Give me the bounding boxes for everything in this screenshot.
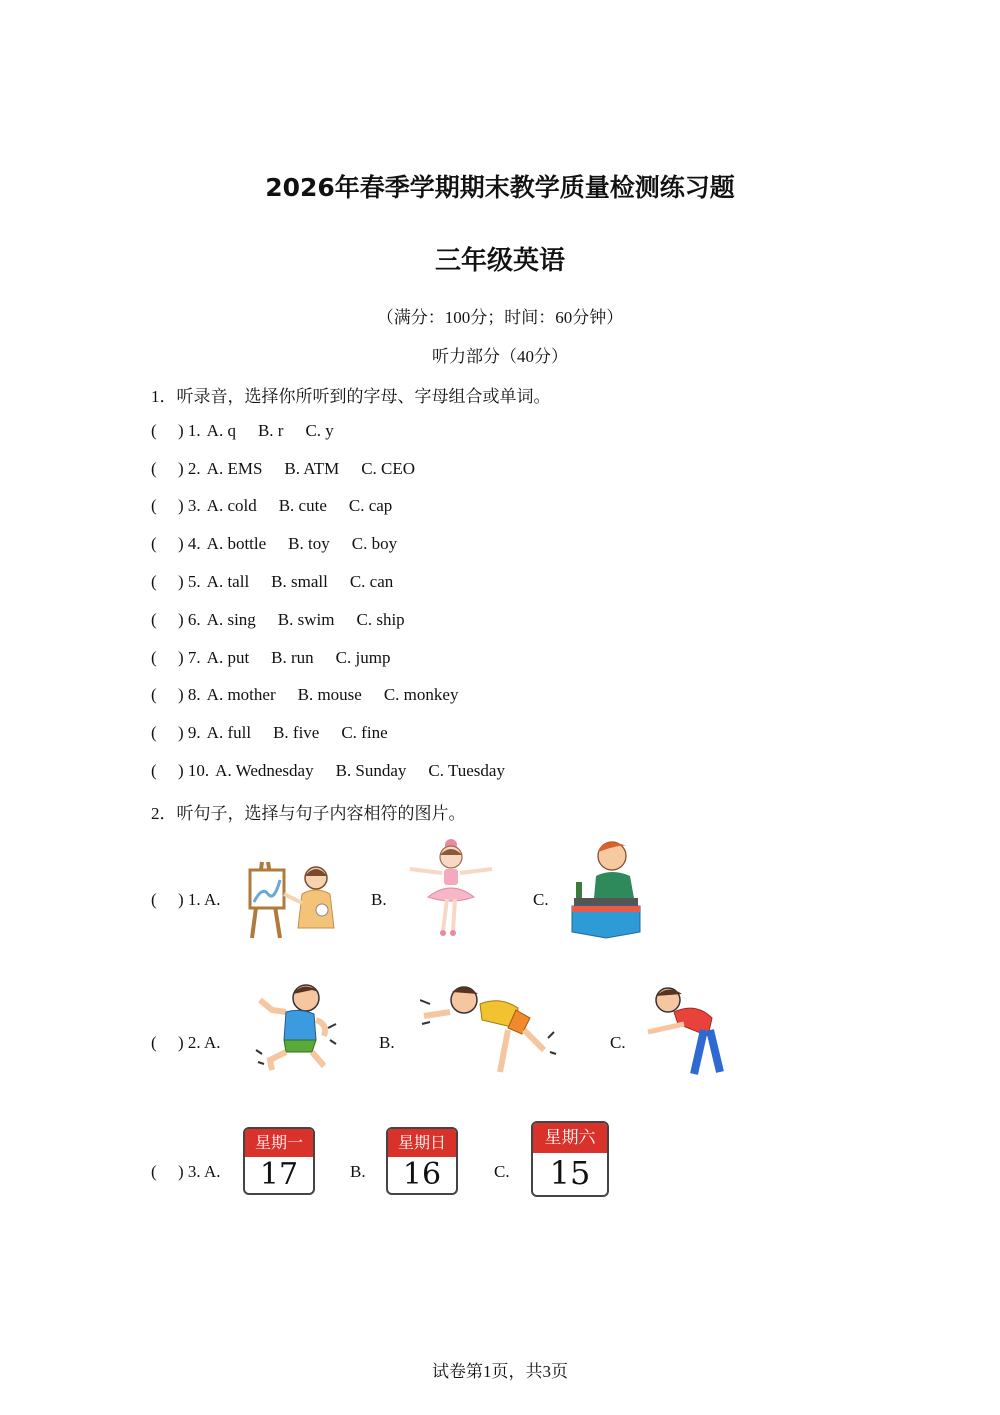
answer-blank[interactable]: ( <box>151 496 157 515</box>
answer-blank[interactable]: ( <box>151 1033 157 1052</box>
option-b-label: B. <box>371 890 387 909</box>
question-row: ( ) 2. A. EMS B. ATM C. CEO <box>151 459 416 478</box>
question-row: ( ) 7. A. put B. run C. jump <box>151 648 391 667</box>
exam-title: 2026年春季学期期末教学质量检测练习题 <box>265 173 735 202</box>
painting-girl-icon[interactable] <box>240 858 340 947</box>
calendar-day: 17 <box>259 1157 299 1192</box>
option-c-label: C. <box>610 1033 626 1052</box>
option-a: A. bottle <box>206 534 267 553</box>
answer-blank[interactable]: ( <box>151 534 157 553</box>
calendar-weekday: 星期日 <box>388 1129 456 1157</box>
picture-question-3: ( ) 3. A. <box>151 1162 221 1181</box>
stretching-boy-icon[interactable] <box>420 978 560 1083</box>
calendar-weekday: 星期六 <box>533 1123 607 1153</box>
option-b-label: B. <box>350 1162 366 1181</box>
option-b: B. Sunday <box>335 761 407 780</box>
answer-blank[interactable]: ( <box>151 685 157 704</box>
page-number: 试卷第1页，共3页 <box>432 1362 568 1381</box>
answer-blank[interactable]: ( <box>151 648 157 667</box>
score-time-info: （满分：100分；时间：60分钟） <box>376 308 624 327</box>
option-c-label: C. <box>494 1162 510 1181</box>
option-a: A. q <box>206 421 236 440</box>
option-b: B. ATM <box>284 459 340 478</box>
calendar-day: 15 <box>549 1154 591 1192</box>
question-row: ( ) 4. A. bottle B. toy C. boy <box>151 534 398 553</box>
question-row: ( ) 9. A. full B. five C. fine <box>151 723 388 742</box>
option-a: A. full <box>206 723 252 742</box>
option-c: C. monkey <box>383 685 459 704</box>
ballet-dancer-icon[interactable] <box>406 835 496 944</box>
option-c: C. boy <box>351 534 398 553</box>
option-c: C. can <box>349 572 394 591</box>
option-b: B. five <box>273 723 320 742</box>
option-c: C. Tuesday <box>428 761 505 780</box>
jumping-boy-icon[interactable] <box>252 980 342 1083</box>
question-row: ( ) 10. A. Wednesday B. Sunday C. Tuesday <box>151 761 505 780</box>
option-c: C. y <box>305 421 334 440</box>
question-row: ( ) 6. A. sing B. swim C. ship <box>151 610 405 629</box>
option-b: B. run <box>271 648 314 667</box>
option-a: A. cold <box>206 496 257 515</box>
listening-part-heading: 听力部分（40分） <box>432 347 568 366</box>
picture-question-2: ( ) 2. A. <box>151 1033 221 1052</box>
calendar-icon[interactable] <box>243 1127 315 1199</box>
option-b: B. toy <box>288 534 330 553</box>
calendar-day: 16 <box>402 1157 442 1192</box>
option-a: A. Wednesday <box>215 761 314 780</box>
section-1-instruction: 1．听录音，选择你所听到的字母、字母组合或单词。 <box>151 387 551 406</box>
bending-boy-icon[interactable] <box>644 984 730 1083</box>
question-row: ( ) 8. A. mother B. mouse C. monkey <box>151 685 459 704</box>
answer-blank[interactable]: ( <box>151 421 157 440</box>
option-c: C. CEO <box>361 459 416 478</box>
option-c: C. fine <box>341 723 388 742</box>
option-b: B. small <box>271 572 328 591</box>
option-a: A. mother <box>206 685 276 704</box>
option-a: A. sing <box>206 610 256 629</box>
answer-blank[interactable]: ( <box>151 1162 157 1181</box>
option-c: C. cap <box>348 496 393 515</box>
option-b-label: B. <box>379 1033 395 1052</box>
answer-blank[interactable]: ( <box>151 761 157 780</box>
calendar-icon[interactable] <box>531 1121 609 1199</box>
answer-blank[interactable]: ( <box>151 890 157 909</box>
cooking-boy-icon[interactable] <box>568 836 644 945</box>
option-a: A. tall <box>206 572 250 591</box>
option-b: B. swim <box>277 610 335 629</box>
option-c: C. ship <box>356 610 405 629</box>
answer-blank[interactable]: ( <box>151 459 157 478</box>
option-a: A. put <box>206 648 250 667</box>
answer-blank[interactable]: ( <box>151 572 157 591</box>
question-row: ( ) 5. A. tall B. small C. can <box>151 572 394 591</box>
question-row: ( ) 1. A. q B. r C. y <box>151 421 334 440</box>
section-2-instruction: 2．听句子，选择与句子内容相符的图片。 <box>151 804 466 823</box>
calendar-weekday: 星期一 <box>245 1129 313 1157</box>
answer-blank[interactable]: ( <box>151 723 157 742</box>
picture-question-1: ( ) 1. A. <box>151 890 221 909</box>
option-b: B. cute <box>278 496 327 515</box>
option-b: B. mouse <box>297 685 362 704</box>
option-b: B. r <box>257 421 284 440</box>
calendar-icon[interactable] <box>386 1127 458 1199</box>
option-c: C. jump <box>335 648 391 667</box>
option-c-label: C. <box>533 890 549 909</box>
question-row: ( ) 3. A. cold B. cute C. cap <box>151 496 393 515</box>
answer-blank[interactable]: ( <box>151 610 157 629</box>
exam-subtitle: 三年级英语 <box>434 246 565 276</box>
option-a: A. EMS <box>206 459 263 478</box>
